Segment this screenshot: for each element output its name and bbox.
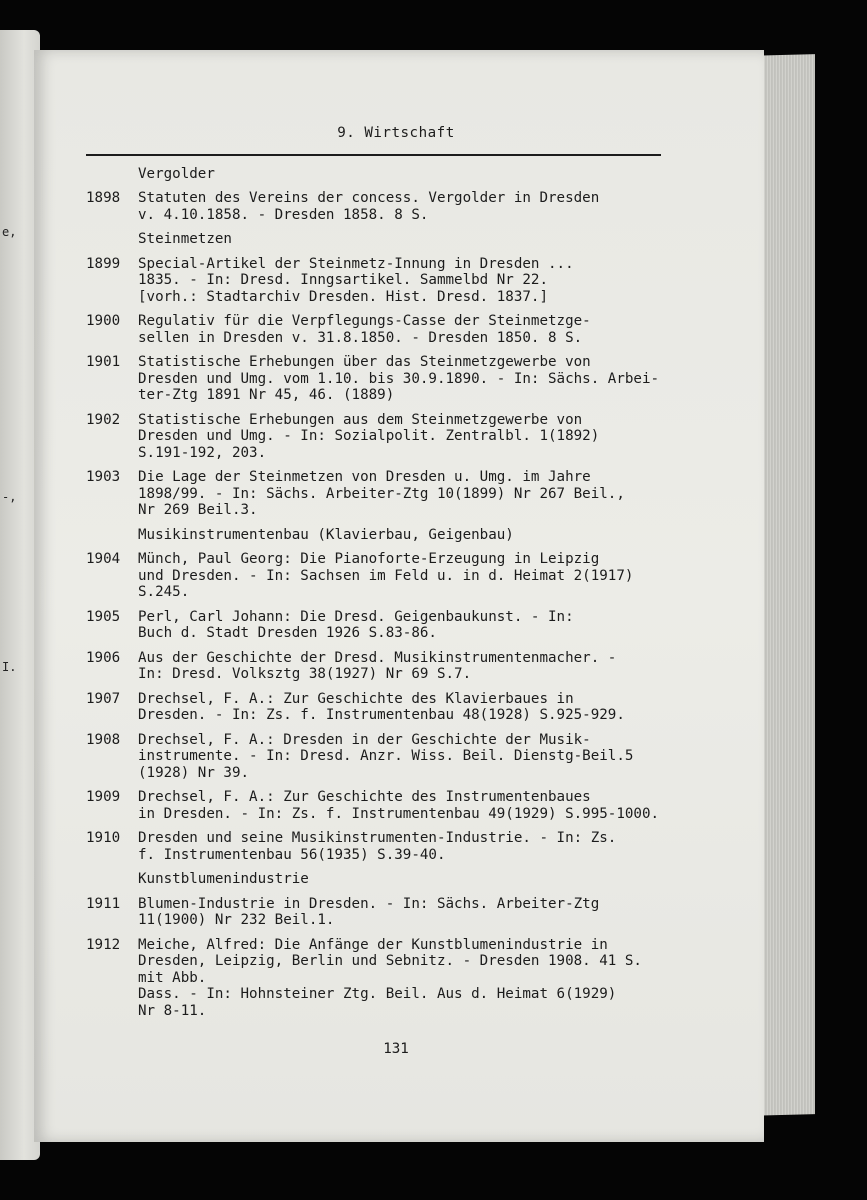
entry-line: Drechsel, F. A.: Dresden in der Geschichte der Musik- bbox=[138, 731, 591, 748]
entry-line: mit Abb. bbox=[138, 969, 207, 986]
section-heading: Vergolder bbox=[138, 165, 215, 182]
entry-text bbox=[138, 190, 726, 223]
entry-number: 1909 bbox=[86, 789, 121, 805]
entry-text bbox=[138, 256, 726, 306]
bibliography-entry bbox=[86, 313, 726, 346]
bibliography-entry bbox=[86, 469, 726, 519]
entry-line: Dass. - In: Hohnsteiner Ztg. Beil. Aus d. Heimat 6(1929) bbox=[138, 986, 617, 1002]
entry-number: 1898 bbox=[86, 190, 121, 206]
entry-text bbox=[138, 469, 726, 519]
entry-line: v. 4.10.1858. - Dresden 1858. 8 S. bbox=[138, 206, 429, 223]
entry-text bbox=[138, 609, 726, 642]
entry-text bbox=[138, 412, 726, 462]
running-head: 9. Wirtschaft bbox=[337, 125, 455, 141]
entry-line: Regulativ für die Verpflegungs-Casse der Steinmetzge- bbox=[138, 313, 591, 329]
entry-line: Aus der Geschichte der Dresd. Musikinstrumentenmacher. - bbox=[138, 649, 617, 666]
entry-text bbox=[138, 551, 726, 601]
bibliography-entry bbox=[86, 830, 726, 863]
entry-line: Die Lage der Steinmetzen von Dresden u. Umg. im Jahre bbox=[138, 469, 591, 485]
entry-number: 1908 bbox=[86, 731, 121, 748]
entry-line: Drechsel, F. A.: Zur Geschichte des Klavierbaues in bbox=[138, 690, 574, 707]
entry-line: S.245. bbox=[138, 584, 190, 600]
entry-number: 1903 bbox=[86, 469, 121, 485]
section-heading: Steinmetzen bbox=[138, 231, 232, 247]
entry-number: 1902 bbox=[86, 411, 121, 428]
entry-number: 1906 bbox=[86, 649, 121, 666]
bibliography-entry bbox=[86, 256, 726, 306]
bibliography-entry bbox=[86, 609, 726, 642]
entry-line: Nr 8-11. bbox=[138, 1002, 207, 1019]
entry-line: Nr 269 Beil.3. bbox=[138, 502, 258, 518]
entry-line: Blumen-Industrie in Dresden. - In: Sächs. Arbeiter-Ztg bbox=[138, 895, 600, 912]
bibliography-entry bbox=[86, 691, 726, 724]
bibliography-entry bbox=[86, 650, 726, 683]
section-heading: Musikinstrumentenbau (Klavierbau, Geigenbau) bbox=[138, 526, 514, 543]
entry-number: 1907 bbox=[86, 690, 121, 707]
bibliography-list bbox=[86, 166, 726, 1020]
entry-line: Münch, Paul Georg: Die Pianoforte-Erzeugung in Leipzig bbox=[138, 551, 600, 567]
entry-line: Dresden. - In: Zs. f. Instrumentenbau 48(1928) S.925-929. bbox=[138, 707, 625, 723]
facing-page-mark: -, bbox=[2, 490, 17, 504]
entry-line: [vorh.: Stadtarchiv Dresden. Hist. Dresd. 1837.] bbox=[138, 288, 548, 305]
entry-number: 1904 bbox=[86, 551, 121, 567]
entry-line: Meiche, Alfred: Die Anfänge der Kunstblumenindustrie in bbox=[138, 936, 608, 953]
entry-line: ter-Ztg 1891 Nr 45, 46. (1889) bbox=[138, 387, 395, 403]
entry-line: 1835. - In: Dresd. Inngsartikel. Sammelbd Nr 22. bbox=[138, 272, 548, 288]
entry-number: 1901 bbox=[86, 354, 121, 370]
entry-line: Dresden und Umg. - In: Sozialpolit. Zentralbl. 1(1892) bbox=[138, 428, 600, 444]
entry-text bbox=[138, 732, 726, 782]
entry-line: Statuten des Vereins der concess. Vergolder in Dresden bbox=[138, 190, 600, 206]
entry-line: Buch d. Stadt Dresden 1926 S.83-86. bbox=[138, 625, 437, 641]
entry-number: 1905 bbox=[86, 608, 121, 625]
entry-line: Dresden, Leipzig, Berlin und Sebnitz. - Dresden 1908. 41 S. bbox=[138, 953, 642, 969]
entry-line: Perl, Carl Johann: Die Dresd. Geigenbaukunst. - In: bbox=[138, 608, 574, 625]
bibliography-entry bbox=[86, 732, 726, 782]
entry-number: 1910 bbox=[86, 830, 121, 846]
entry-number: 1900 bbox=[86, 313, 121, 329]
facing-page-mark: I. bbox=[2, 660, 17, 674]
entry-line: (1928) Nr 39. bbox=[138, 764, 250, 781]
entry-line: 1898/99. - In: Sächs. Arbeiter-Ztg 10(1899) Nr 267 Beil., bbox=[138, 485, 625, 502]
bibliography-entry bbox=[86, 412, 726, 462]
entry-number: 1912 bbox=[86, 936, 121, 953]
entry-line: und Dresden. - In: Sachsen im Feld u. in d. Heimat 2(1917) bbox=[138, 567, 634, 584]
entry-line: in Dresden. - In: Zs. f. Instrumentenbau 49(1929) S.995-1000. bbox=[138, 805, 660, 822]
entry-line: sellen in Dresden v. 31.8.1850. - Dresden 1850. 8 S. bbox=[138, 329, 583, 346]
entry-text bbox=[138, 313, 726, 346]
facing-page-mark: e, bbox=[2, 225, 17, 239]
entry-line: instrumente. - In: Dresd. Anzr. Wiss. Beil. Dienstg-Beil.5 bbox=[138, 748, 634, 764]
entry-line: 11(1900) Nr 232 Beil.1. bbox=[138, 912, 335, 928]
entry-text bbox=[138, 789, 726, 822]
entry-text bbox=[138, 830, 726, 863]
entry-line: In: Dresd. Volksztg 38(1927) Nr 69 S.7. bbox=[138, 666, 472, 682]
bibliography-entry bbox=[86, 937, 726, 1020]
entry-text bbox=[138, 937, 726, 1020]
page-number: 131 bbox=[383, 1041, 409, 1057]
header-rule bbox=[86, 154, 661, 156]
entry-line: Special-Artikel der Steinmetz-Innung in Dresden ... bbox=[138, 255, 574, 272]
entry-text bbox=[138, 691, 726, 724]
entry-line: Drechsel, F. A.: Zur Geschichte des Instrumentenbaues bbox=[138, 789, 591, 805]
entry-line: Statistische Erhebungen über das Steinmetzgewerbe von bbox=[138, 354, 591, 370]
entry-line: f. Instrumentenbau 56(1935) S.39-40. bbox=[138, 846, 446, 863]
section-heading: Kunstblumenindustrie bbox=[138, 871, 309, 887]
bibliography-entry bbox=[86, 190, 726, 223]
entry-line: Dresden und seine Musikinstrumenten-Industrie. - In: Zs. bbox=[138, 830, 617, 846]
bibliography-entry bbox=[86, 789, 726, 822]
book-page bbox=[34, 50, 764, 1142]
entry-number: 1911 bbox=[86, 895, 121, 912]
entry-text bbox=[138, 896, 726, 929]
entry-line: Dresden und Umg. vom 1.10. bis 30.9.1890. - In: Sächs. Arbei- bbox=[138, 370, 660, 387]
bibliography-entry bbox=[86, 896, 726, 929]
entry-line: Statistische Erhebungen aus dem Steinmetzgewerbe von bbox=[138, 411, 583, 428]
entry-text bbox=[138, 354, 726, 404]
entry-text bbox=[138, 650, 726, 683]
entry-number: 1899 bbox=[86, 255, 121, 272]
bibliography-entry bbox=[86, 551, 726, 601]
bibliography-entry bbox=[86, 354, 726, 404]
page-text bbox=[86, 125, 726, 1058]
entry-line: S.191-192, 203. bbox=[138, 444, 267, 461]
